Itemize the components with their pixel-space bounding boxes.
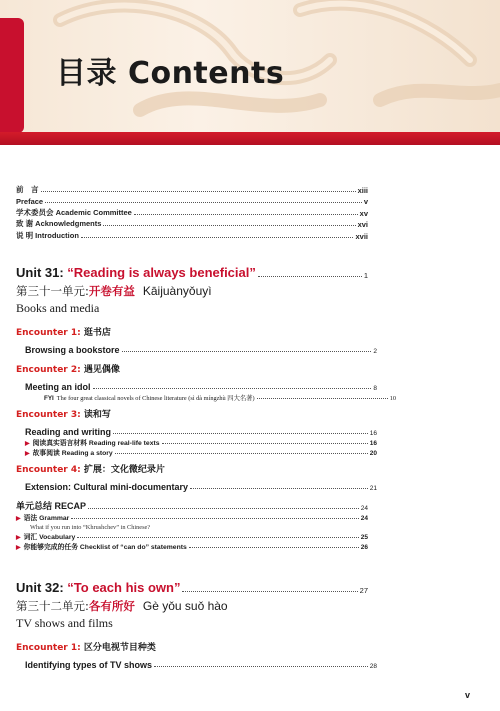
- unit-32-chinese-title: 第三十二单元:各有所好 Gè yǒu suǒ hào: [16, 599, 228, 613]
- unit-31-recap: [16, 500, 368, 551]
- encounter-31-2: Encounter 2: 遇见偶像 Meeting an idol 8 FYI The four great classical novels of Chinese literature (sì dà míngzhù 四大名著) 10: [16, 365, 396, 402]
- toc-entry-fyi-classical-novels[interactable]: FYI The four great classical novels of Chinese literature (sì dà míngzhù 四大名著) 10: [44, 395, 396, 402]
- leader-dots: [189, 546, 359, 548]
- triangle-bullet-icon: ▶: [16, 535, 21, 541]
- triangle-bullet-icon: ▶: [16, 545, 21, 551]
- toc-entry-acknowledgments[interactable]: 致 谢 Acknowledgments xvi: [16, 219, 368, 229]
- leader-dots: [103, 224, 355, 226]
- leader-dots: [71, 517, 358, 519]
- toc-entry-vocabulary[interactable]: ▶ 词汇 Vocabulary 25: [16, 534, 368, 541]
- leader-dots: [45, 201, 362, 203]
- leader-dots: [41, 190, 356, 192]
- toc-entry-unit-31[interactable]: Unit 31: “Reading is always beneficial” 1: [16, 265, 368, 280]
- unit-32-heading: [16, 578, 368, 631]
- leader-dots: [93, 387, 372, 389]
- unit-31-heading: [16, 263, 368, 316]
- leader-dots: [88, 507, 359, 509]
- leader-dots: [258, 275, 362, 277]
- leader-dots: [162, 442, 368, 444]
- leader-dots: [154, 665, 368, 667]
- leader-dots: [81, 236, 354, 238]
- triangle-bullet-icon: ▶: [16, 516, 21, 522]
- header-banner: [0, 0, 500, 138]
- page-number: v: [464, 690, 470, 700]
- encounter-32-1: Encounter 1: 区分电视节目种类 Identifying types of TV shows 28: [16, 643, 377, 670]
- unit-31-title: “Reading is always beneficial”: [67, 265, 256, 280]
- unit-32-title: “To each his own”: [67, 580, 181, 595]
- toc-entry-preface[interactable]: Preface v: [16, 197, 368, 206]
- toc-entry-academic-committee[interactable]: 学术委员会 Academic Committee xv: [16, 207, 368, 218]
- toc-entry-grammar[interactable]: ▶ 语法 Grammar 24: [16, 515, 368, 522]
- toc-entry-reading-writing[interactable]: Reading and writing 16: [25, 427, 377, 437]
- toc-entry-reading-story[interactable]: ▶ 故事阅读 Reading a story 20: [25, 450, 377, 457]
- triangle-bullet-icon: ▶: [25, 451, 30, 457]
- leader-dots: [122, 350, 372, 352]
- toc-entry-recap[interactable]: 单元总结 RECAP 24: [16, 501, 368, 512]
- encounter-31-1: Encounter 1: 逛书店 Browsing a bookstore 2: [16, 328, 377, 355]
- encounter-31-4: Encounter 4: 扩展：文化微纪录片 Extension: Cultural mini-documentary 21: [16, 465, 377, 492]
- leader-dots: [113, 432, 368, 434]
- toc-entry-unit-32[interactable]: Unit 32: “To each his own” 27: [16, 580, 368, 595]
- toc-entry-meeting-idol[interactable]: Meeting an idol 8: [25, 382, 377, 392]
- leader-dots: [182, 590, 357, 592]
- toc-entry-browsing-bookstore[interactable]: Browsing a bookstore 2: [25, 345, 377, 355]
- leader-dots: [77, 536, 359, 538]
- unit-31-chinese-title: 第三十一单元:开卷有益 Kāijuànyǒuyì: [16, 284, 212, 298]
- leader-dots: [115, 452, 368, 454]
- unit-32-theme: TV shows and films: [16, 616, 113, 630]
- toc-entry-cultural-documentary[interactable]: Extension: Cultural mini-documentary 21: [25, 482, 377, 492]
- toc-entry-can-do-checklist[interactable]: ▶ 你能够完成的任务 Checklist of “can do” statements 26: [16, 544, 368, 551]
- leader-dots: [134, 213, 358, 215]
- encounter-31-3: Encounter 3: 读和写 Reading and writing 16 ▶ 阅读真实语言材料 Reading real-life texts 16 ▶ 故事阅读 Reading a story 20: [16, 410, 377, 457]
- leader-dots: [257, 397, 388, 399]
- grammar-note: What if you run into “Khrushchev” in Chinese?: [30, 524, 151, 531]
- page-title: 目录 Contents: [56, 56, 285, 91]
- toc-entry-introduction[interactable]: 说 明 Introduction xvii: [16, 230, 368, 241]
- toc-entry-preface-cn[interactable]: 前 言 xiii: [16, 184, 368, 195]
- triangle-bullet-icon: ▶: [25, 441, 30, 447]
- red-tab-accent: [0, 18, 24, 133]
- toc-entry-types-tv-shows[interactable]: Identifying types of TV shows 28: [25, 660, 377, 670]
- toc-entry-real-life-texts[interactable]: ▶ 阅读真实语言材料 Reading real-life texts 16: [25, 440, 377, 447]
- leader-dots: [190, 487, 368, 489]
- red-divider-bar: [0, 132, 500, 145]
- front-matter-list: [16, 183, 368, 241]
- unit-31-theme: Books and media: [16, 301, 100, 315]
